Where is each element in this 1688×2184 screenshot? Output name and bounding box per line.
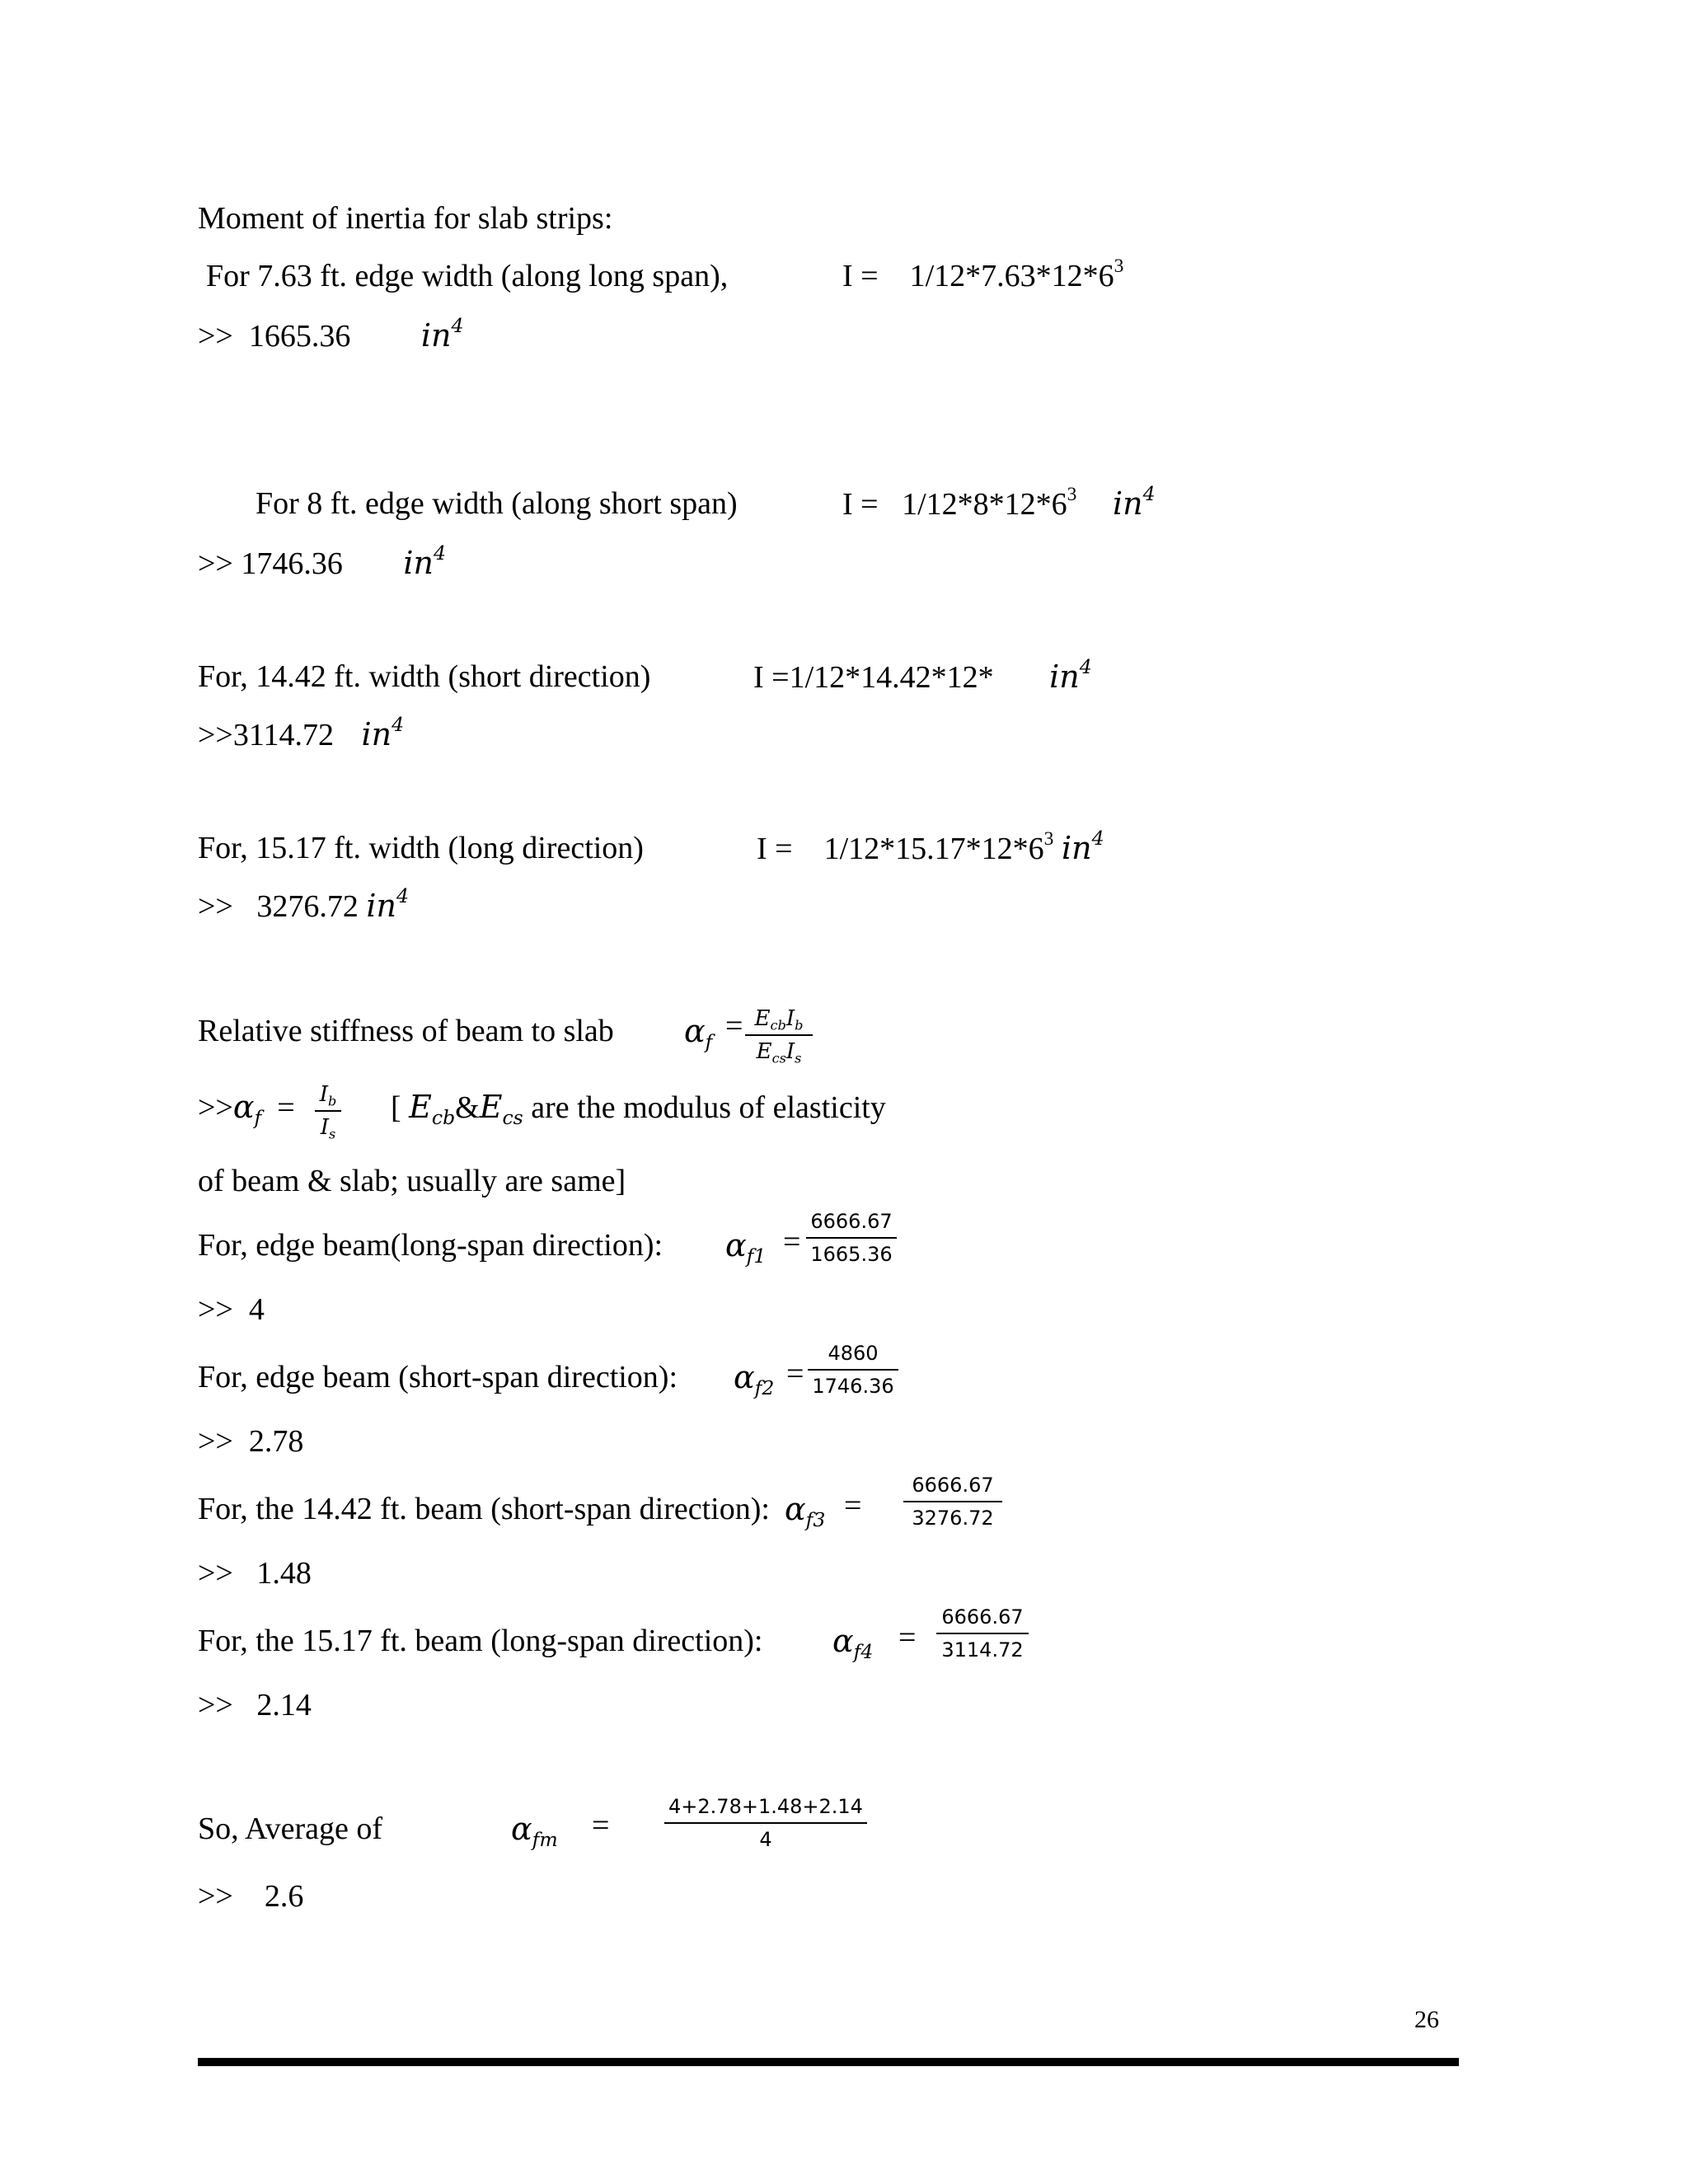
alpha-f-symbol: $\alpha_f$ <box>684 1013 713 1054</box>
average-label: So, Average of <box>198 1811 383 1846</box>
beam-1-fraction: 6666.67 1665.36 <box>806 1208 897 1268</box>
inch4-unit: $in^4$ <box>1112 482 1156 522</box>
inch4-unit: $in^4$ <box>1061 827 1104 866</box>
inch4-unit: $in^4$ <box>420 314 464 354</box>
strip-2-equation: I = $1/12*8*12*6^3$ $in^4$ <box>842 482 1156 522</box>
ratio-line: $>>\alpha_f$ = <box>198 1089 295 1130</box>
strip-4-result: >> 3276.72 $in^4$ <box>198 884 409 924</box>
strip-3-equation: I =1/12*14.42*12* $in^4$ <box>753 655 1092 695</box>
beam-1-equals: = <box>783 1225 801 1259</box>
beam-4-equals: = <box>898 1620 917 1655</box>
beam-3-equals: = <box>844 1488 862 1523</box>
strip-1-equation: I = $1/12*7.63*12*6^3$ <box>842 255 1124 293</box>
relative-equals: = <box>725 1009 743 1043</box>
ib-is-fraction: $I_b$ $I_s$ <box>315 1081 341 1141</box>
beam-1-label: For, edge beam(long-span direction): <box>198 1228 663 1263</box>
alpha-f1-symbol: $\alpha_{f1}$ <box>725 1227 767 1268</box>
beam-1-result: >> 4 <box>198 1292 265 1327</box>
beam-3-label: For, the 14.42 ft. beam (short-span direction): <box>198 1492 770 1526</box>
footer-rule <box>198 2058 1459 2066</box>
beam-3-fraction: 6666.67 3276.72 <box>903 1472 1002 1531</box>
alpha-f4-symbol: $\alpha_{f4}$ <box>832 1623 874 1664</box>
inch4-unit: $in^4$ <box>1049 655 1092 695</box>
beam-2-fraction: 4860 1746.36 <box>808 1340 898 1399</box>
beam-4-label: For, the 15.17 ft. beam (long-span direction): <box>198 1624 763 1658</box>
alpha-f2-symbol: $\alpha_{f2}$ <box>734 1359 775 1400</box>
strip-3-label: For, 14.42 ft. width (short direction) <box>198 659 651 694</box>
modulus-note-continued: of beam & slab; usually are same] <box>198 1164 626 1198</box>
alpha-fm-symbol: $\alpha_{fm}$ <box>511 1811 558 1852</box>
relative-stiffness-label: Relative stiffness of beam to slab <box>198 1014 614 1048</box>
beam-2-result: >> 2.78 <box>198 1424 304 1459</box>
ec-ratio-fraction: $E_{cb}I_b$ $E_{cs}I_s$ <box>745 1005 813 1065</box>
strip-2-result: >> 1746.36 $in^4$ <box>198 541 446 581</box>
average-fraction: 4+2.78+1.48+2.14 4 <box>664 1793 867 1853</box>
beam-3-result: >> 1.48 <box>198 1556 312 1591</box>
beam-2-equals: = <box>786 1357 804 1391</box>
strip-1-result: >> 1665.36 $in^4$ <box>198 314 464 354</box>
modulus-note: [ $E_{cb}\&E_{cs}$ are the modulus of elasticity <box>391 1089 886 1130</box>
page-number: 26 <box>1414 2006 1439 2033</box>
beam-4-result: >> 2.14 <box>198 1688 312 1722</box>
strip-4-label: For, 15.17 ft. width (long direction) <box>198 831 644 865</box>
section-heading: Moment of inertia for slab strips: <box>198 201 613 236</box>
beam-2-label: For, edge beam (short-span direction): <box>198 1360 678 1394</box>
strip-3-result: >>3114.72 $in^4$ <box>198 713 405 752</box>
strip-2-label: For 8 ft. edge width (along short span) <box>256 486 738 521</box>
alpha-f3-symbol: $\alpha_{f3}$ <box>785 1491 826 1532</box>
average-equals: = <box>592 1808 610 1843</box>
inch4-unit: $in^4$ <box>403 541 446 581</box>
average-result: >> 2.6 <box>198 1879 304 1914</box>
beam-4-fraction: 6666.67 3114.72 <box>936 1604 1029 1663</box>
inch4-unit: $in^4$ <box>361 713 405 752</box>
strip-4-equation: I = $1/12*15.17*12*6^3$ $in^4$ <box>757 827 1104 866</box>
strip-1-label: For 7.63 ft. edge width (along long span), <box>206 259 729 293</box>
inch4-unit: $in^4$ <box>366 884 409 924</box>
